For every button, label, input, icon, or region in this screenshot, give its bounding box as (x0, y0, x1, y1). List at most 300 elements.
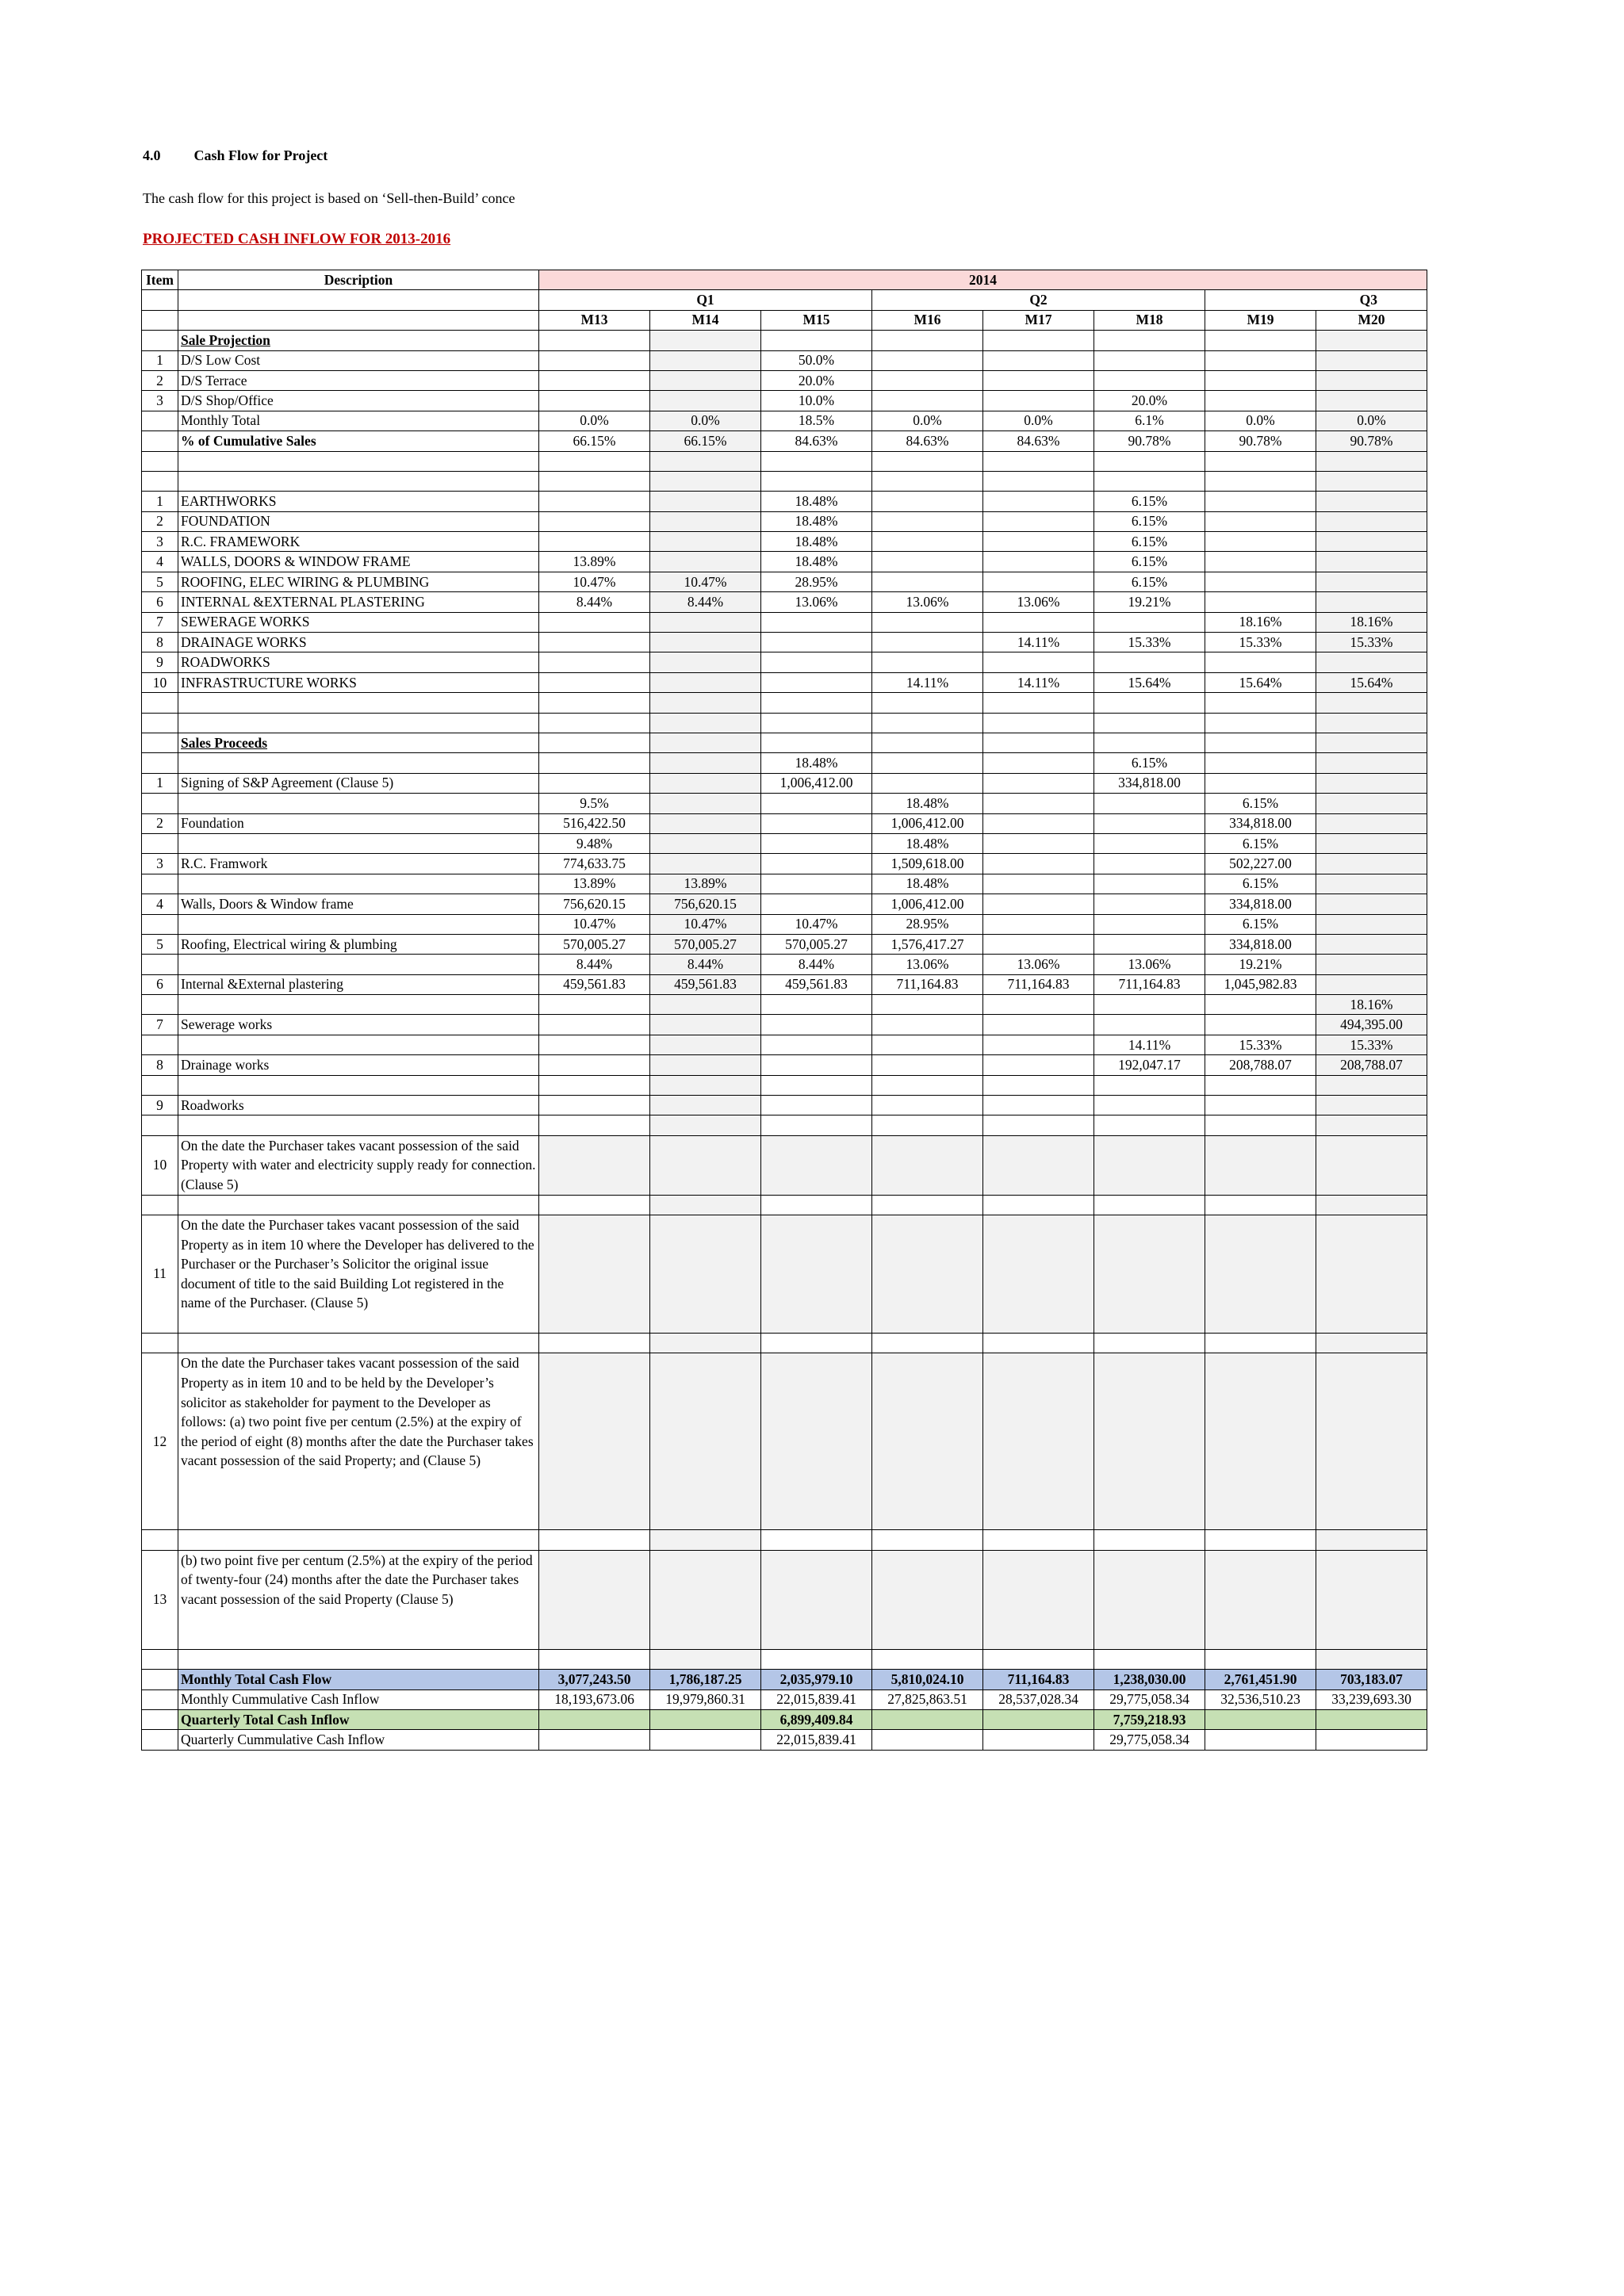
empty-cell (142, 713, 178, 733)
header-month: M17 (983, 310, 1094, 330)
total-value: 18,193,673.06 (539, 1689, 650, 1709)
row-description: D/S Terrace (178, 370, 539, 390)
empty-cell (539, 1550, 650, 1649)
proceeds-clause-row (142, 1215, 1427, 1333)
empty-cell (1205, 733, 1316, 752)
empty-cell (178, 833, 539, 853)
empty-cell (1316, 1649, 1427, 1669)
percent-cell: 15.64% (1205, 672, 1316, 692)
percent-cell (872, 350, 983, 370)
item-number: 4 (142, 552, 178, 572)
total-value: 711,164.83 (983, 1670, 1094, 1689)
total-label: Quarterly Cummulative Cash Inflow (178, 1730, 539, 1750)
percent-cell (761, 794, 872, 813)
percent-cell (1094, 874, 1205, 894)
amount-cell (761, 813, 872, 833)
percent-cell: 66.15% (650, 431, 761, 451)
percent-cell: 8.44% (650, 955, 761, 974)
amount-cell: 774,633.75 (539, 854, 650, 874)
spacer-row (142, 451, 1427, 471)
percent-cell (761, 633, 872, 652)
item-number: 2 (142, 813, 178, 833)
empty-cell (539, 1353, 650, 1530)
amount-cell: 756,620.15 (650, 894, 761, 914)
empty-cell (872, 1195, 983, 1215)
percent-cell: 14.11% (983, 672, 1094, 692)
empty-cell (761, 471, 872, 491)
percent-cell (872, 633, 983, 652)
percent-cell: 0.0% (1205, 411, 1316, 430)
header-quarter: Q1 (539, 290, 872, 310)
total-value (650, 1730, 761, 1750)
total-value: 1,786,187.25 (650, 1670, 761, 1689)
empty-cell (539, 1530, 650, 1550)
total-value (1205, 1730, 1316, 1750)
projection-title: PROJECTED CASH INFLOW FOR 2013-2016 (143, 231, 451, 247)
row-description: On the date the Purchaser takes vacant possession of the said Property as in item 10 where the Developer has delivered to the Purchaser or the Purchaser’s Solicitor the original issue document of title to the said Building Lot registered in the name of the Purchaser. (Clause 5) (178, 1215, 539, 1333)
item-number: 8 (142, 633, 178, 652)
amount-cell: 1,006,412.00 (761, 773, 872, 793)
percent-cell: 18.48% (761, 511, 872, 531)
percent-cell: 13.89% (539, 874, 650, 894)
spacer-row (142, 1115, 1427, 1135)
works-row (142, 592, 1427, 612)
amount-cell (539, 1015, 650, 1035)
amount-cell (983, 1096, 1094, 1115)
empty-cell (142, 1689, 178, 1709)
empty-cell (872, 331, 983, 350)
percent-cell (983, 552, 1094, 572)
empty-cell (178, 955, 539, 974)
percent-cell: 8.44% (761, 955, 872, 974)
amount-cell: 570,005.27 (539, 934, 650, 954)
sale-projection-row (142, 391, 1427, 411)
row-description: R.C. FRAMEWORK (178, 532, 539, 552)
percent-cell: 10.47% (539, 914, 650, 934)
row-description: (b) two point five per centum (2.5%) at the expiry of the period of twenty-four (24) months after the date the Purchaser takes vacant possession of the said Property (Clause 5) (178, 1550, 539, 1649)
percent-cell: 18.48% (872, 794, 983, 813)
amount-cell (1316, 854, 1427, 874)
empty-cell (142, 693, 178, 713)
empty-cell (142, 1195, 178, 1215)
empty-cell (1094, 1649, 1205, 1669)
amount-cell: 334,818.00 (1205, 934, 1316, 954)
empty-cell (142, 1730, 178, 1750)
header-month: M16 (872, 310, 983, 330)
total-value (872, 1730, 983, 1750)
amount-cell: 459,561.83 (539, 974, 650, 994)
empty-cell (142, 794, 178, 813)
empty-cell (1205, 1550, 1316, 1649)
amount-cell (539, 773, 650, 793)
empty-cell (142, 733, 178, 752)
proceeds-amount-row (142, 934, 1427, 954)
proceeds-percent-row (142, 874, 1427, 894)
percent-cell (539, 511, 650, 531)
empty-cell (761, 1333, 872, 1353)
percent-cell (539, 652, 650, 672)
percent-cell: 8.44% (539, 592, 650, 612)
percent-cell: 90.78% (1094, 431, 1205, 451)
empty-cell (650, 693, 761, 713)
percent-cell (650, 370, 761, 390)
total-value: 27,825,863.51 (872, 1689, 983, 1709)
row-description: SEWERAGE WORKS (178, 612, 539, 632)
row-description: Walls, Doors & Window frame (178, 894, 539, 914)
row-description: EARTHWORKS (178, 492, 539, 511)
percent-cell: 6.15% (1205, 914, 1316, 934)
percent-cell (650, 753, 761, 773)
row-description: Signing of S&P Agreement (Clause 5) (178, 773, 539, 793)
empty-cell (872, 1353, 983, 1530)
empty-cell (1316, 1195, 1427, 1215)
empty-cell (983, 1195, 1094, 1215)
amount-cell (1094, 1096, 1205, 1115)
total-value: 6,899,409.84 (761, 1709, 872, 1729)
proceeds-percent-row (142, 833, 1427, 853)
amount-cell (983, 894, 1094, 914)
amount-cell (539, 1055, 650, 1075)
percent-cell: 66.15% (539, 431, 650, 451)
percent-cell (761, 1035, 872, 1054)
row-description: On the date the Purchaser takes vacant possession of the said Property as in item 10 and to be held by the Developer’s solicitor as stakeholder for payment to the Developer as follows: (a) two point five per centum (2.5%) at the expiry of the period of eight (8) months after the date the Purchaser takes vacant possession of the said Property; and (Clause 5) (178, 1353, 539, 1530)
amount-cell: 1,509,618.00 (872, 854, 983, 874)
proceeds-amount-row (142, 854, 1427, 874)
empty-cell (142, 955, 178, 974)
percent-cell (1205, 552, 1316, 572)
percent-cell (1316, 492, 1427, 511)
amount-cell: 208,788.07 (1316, 1055, 1427, 1075)
proceeds-percent-row (142, 753, 1427, 773)
amount-cell (1316, 813, 1427, 833)
section-heading (143, 147, 327, 164)
percent-cell (983, 1075, 1094, 1095)
percent-cell: 14.11% (983, 633, 1094, 652)
empty-cell (983, 733, 1094, 752)
empty-cell (650, 1115, 761, 1135)
percent-cell (872, 1075, 983, 1095)
empty-cell (983, 1353, 1094, 1530)
percent-cell (1316, 914, 1427, 934)
empty-cell (872, 471, 983, 491)
item-number: 8 (142, 1055, 178, 1075)
amount-cell (983, 1055, 1094, 1075)
empty-cell (178, 1075, 539, 1095)
empty-cell (761, 1649, 872, 1669)
row-description: Sewerage works (178, 1015, 539, 1035)
empty-cell (178, 713, 539, 733)
empty-cell (1094, 1530, 1205, 1550)
empty-cell (983, 471, 1094, 491)
empty-cell (142, 1670, 178, 1689)
item-number: 3 (142, 532, 178, 552)
empty-cell (1316, 1115, 1427, 1135)
percent-cell (1205, 652, 1316, 672)
empty-cell (872, 1649, 983, 1669)
amount-cell (761, 854, 872, 874)
empty-cell (983, 1215, 1094, 1333)
item-number: 1 (142, 492, 178, 511)
amount-cell: 334,818.00 (1094, 773, 1205, 793)
percent-cell: 19.21% (1094, 592, 1205, 612)
row-description: WALLS, DOORS & WINDOW FRAME (178, 552, 539, 572)
empty-cell (178, 794, 539, 813)
empty-cell (142, 753, 178, 773)
percent-cell (1316, 833, 1427, 853)
proceeds-percent-row (142, 1075, 1427, 1095)
empty-cell (650, 331, 761, 350)
percent-cell: 0.0% (650, 411, 761, 430)
empty-cell (142, 995, 178, 1015)
percent-cell: 15.33% (1094, 633, 1205, 652)
empty-cell (178, 310, 539, 330)
total-value: 3,077,243.50 (539, 1670, 650, 1689)
empty-cell (650, 1530, 761, 1550)
empty-cell (650, 1215, 761, 1333)
empty-cell (1316, 471, 1427, 491)
percent-cell: 18.48% (872, 874, 983, 894)
percent-cell (761, 612, 872, 632)
percent-cell: 84.63% (761, 431, 872, 451)
empty-cell (872, 1333, 983, 1353)
row-description: DRAINAGE WORKS (178, 633, 539, 652)
percent-cell (1316, 350, 1427, 370)
percent-cell (650, 492, 761, 511)
empty-cell (761, 331, 872, 350)
amount-cell (1316, 974, 1427, 994)
percent-cell: 18.5% (761, 411, 872, 430)
monthly-total-row (142, 1670, 1427, 1689)
row-description: FOUNDATION (178, 511, 539, 531)
empty-cell (142, 471, 178, 491)
percent-cell: 84.63% (983, 431, 1094, 451)
percent-cell (1094, 833, 1205, 853)
empty-cell (1205, 471, 1316, 491)
empty-cell (983, 713, 1094, 733)
empty-cell (1205, 1135, 1316, 1195)
empty-cell (1094, 471, 1205, 491)
amount-cell (539, 1096, 650, 1115)
percent-cell (1316, 794, 1427, 813)
empty-cell (142, 1075, 178, 1095)
percent-cell: 13.06% (872, 592, 983, 612)
total-value: 703,183.07 (1316, 1670, 1427, 1689)
amount-cell: 756,620.15 (539, 894, 650, 914)
percent-cell (1316, 652, 1427, 672)
percent-cell (1316, 874, 1427, 894)
percent-cell (872, 492, 983, 511)
percent-cell: 6.1% (1094, 411, 1205, 430)
total-value (539, 1709, 650, 1729)
item-number: 3 (142, 854, 178, 874)
empty-cell (178, 753, 539, 773)
empty-cell (142, 1530, 178, 1550)
percent-cell: 6.15% (1094, 753, 1205, 773)
amount-cell (1094, 854, 1205, 874)
proceeds-clause-row (142, 1353, 1427, 1530)
empty-cell (1316, 1135, 1427, 1195)
empty-cell (178, 914, 539, 934)
header-quarter: Q3 (1205, 290, 1427, 310)
total-value (872, 1709, 983, 1729)
percent-cell: 0.0% (983, 411, 1094, 430)
header-month: M20 (1316, 310, 1427, 330)
empty-cell (872, 733, 983, 752)
header-row-quarters (142, 290, 1427, 310)
empty-cell (872, 1135, 983, 1195)
intro-text: The cash flow for this project is based on ‘Sell-then-Build’ conce (143, 190, 515, 206)
header-quarter: Q2 (872, 290, 1205, 310)
amount-cell (983, 773, 1094, 793)
percent-cell: 13.06% (872, 955, 983, 974)
total-value: 29,775,058.34 (1094, 1689, 1205, 1709)
total-value: 2,035,979.10 (761, 1670, 872, 1689)
percent-cell (872, 995, 983, 1015)
percent-cell: 13.06% (761, 592, 872, 612)
percent-cell (650, 794, 761, 813)
empty-cell (983, 1649, 1094, 1669)
empty-cell (761, 1353, 872, 1530)
amount-cell: 494,395.00 (1316, 1015, 1427, 1035)
empty-cell (1205, 1353, 1316, 1530)
percent-cell (650, 995, 761, 1015)
row-description: R.C. Framwork (178, 854, 539, 874)
empty-cell (1205, 1215, 1316, 1333)
percent-cell (650, 552, 761, 572)
amount-cell: 334,818.00 (1205, 813, 1316, 833)
empty-cell (650, 1333, 761, 1353)
empty-cell (1316, 713, 1427, 733)
percent-cell (539, 350, 650, 370)
percent-cell: 28.95% (761, 572, 872, 591)
item-number: 9 (142, 652, 178, 672)
item-number: 12 (142, 1353, 178, 1530)
total-value (1316, 1730, 1427, 1750)
empty-cell (178, 471, 539, 491)
sale-projection-row (142, 350, 1427, 370)
percent-cell: 6.15% (1094, 552, 1205, 572)
amount-cell: 459,561.83 (761, 974, 872, 994)
percent-cell (983, 914, 1094, 934)
empty-cell (872, 1530, 983, 1550)
empty-cell (650, 713, 761, 733)
amount-cell: 711,164.83 (983, 974, 1094, 994)
percent-cell (983, 572, 1094, 591)
works-row (142, 492, 1427, 511)
percent-cell: 20.0% (1094, 391, 1205, 411)
works-row (142, 532, 1427, 552)
amount-cell (983, 854, 1094, 874)
amount-cell: 1,045,982.83 (1205, 974, 1316, 994)
section-heading-sale-projection: Sale Projection (178, 331, 539, 350)
amount-cell (1094, 813, 1205, 833)
empty-cell (650, 1135, 761, 1195)
empty-cell (1316, 1215, 1427, 1333)
spacer-row (142, 1530, 1427, 1550)
empty-cell (539, 713, 650, 733)
amount-cell: 1,576,417.27 (872, 934, 983, 954)
empty-cell (539, 1115, 650, 1135)
percent-cell: 14.11% (1094, 1035, 1205, 1054)
total-value: 2,761,451.90 (1205, 1670, 1316, 1689)
percent-cell: 10.47% (650, 572, 761, 591)
empty-cell (761, 1530, 872, 1550)
empty-cell (761, 1135, 872, 1195)
percent-cell (872, 532, 983, 552)
empty-cell (539, 331, 650, 350)
percent-cell (983, 350, 1094, 370)
percent-cell (761, 652, 872, 672)
empty-cell (142, 290, 178, 310)
empty-cell (983, 693, 1094, 713)
empty-cell (1316, 693, 1427, 713)
header-row-months (142, 310, 1427, 330)
percent-cell (539, 370, 650, 390)
percent-cell (1094, 370, 1205, 390)
empty-cell (650, 1353, 761, 1530)
percent-cell (650, 391, 761, 411)
item-number: 2 (142, 511, 178, 531)
empty-cell (1205, 713, 1316, 733)
item-number: 7 (142, 612, 178, 632)
total-value: 7,759,218.93 (1094, 1709, 1205, 1729)
percent-cell (650, 612, 761, 632)
amount-cell (1094, 894, 1205, 914)
section-title: Cash Flow for Project (193, 147, 328, 163)
percent-cell (872, 572, 983, 591)
amount-cell (650, 1055, 761, 1075)
empty-cell (872, 713, 983, 733)
amount-cell (1094, 1015, 1205, 1035)
percent-cell (872, 391, 983, 411)
percent-cell (1316, 391, 1427, 411)
proceeds-amount-row (142, 773, 1427, 793)
section-row (142, 331, 1427, 350)
empty-cell (142, 1115, 178, 1135)
header-row-year (142, 270, 1427, 290)
proceeds-clause-row (142, 1550, 1427, 1649)
empty-cell (142, 451, 178, 471)
empty-cell (1316, 331, 1427, 350)
item-number: 7 (142, 1015, 178, 1035)
percent-cell: 6.15% (1094, 572, 1205, 591)
proceeds-percent-row (142, 794, 1427, 813)
row-description: INTERNAL &EXTERNAL PLASTERING (178, 592, 539, 612)
percent-cell (983, 833, 1094, 853)
percent-cell: 15.33% (1316, 633, 1427, 652)
percent-cell (983, 612, 1094, 632)
empty-cell (983, 1530, 1094, 1550)
row-description: Monthly Total (178, 411, 539, 430)
proceeds-amount-row (142, 1015, 1427, 1035)
empty-cell (983, 331, 1094, 350)
total-value: 22,015,839.41 (761, 1730, 872, 1750)
works-row (142, 572, 1427, 591)
amount-cell: 1,006,412.00 (872, 894, 983, 914)
percent-cell: 19.21% (1205, 955, 1316, 974)
percent-cell (539, 672, 650, 692)
section-number: 4.0 (143, 147, 161, 163)
amount-cell: 570,005.27 (650, 934, 761, 954)
works-row (142, 652, 1427, 672)
empty-cell (142, 874, 178, 894)
empty-cell (1094, 1115, 1205, 1135)
percent-cell (872, 753, 983, 773)
percent-cell (1205, 572, 1316, 591)
percent-cell: 9.48% (539, 833, 650, 853)
empty-cell (178, 1115, 539, 1135)
percent-cell: 90.78% (1205, 431, 1316, 451)
